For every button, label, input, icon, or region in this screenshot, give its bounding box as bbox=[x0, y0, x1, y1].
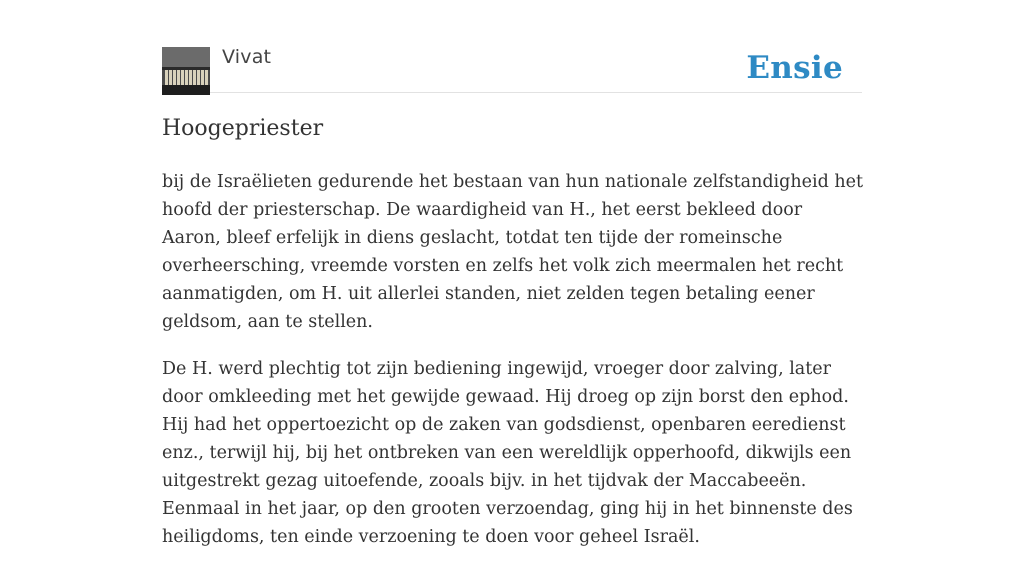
article-paragraph: bij de Israëlieten gedurende het bestaan van hun nationale zelfstandigheid het hoofd der priesterschap. De waardigheid van H., het eerst bekleed door Aaron, bleef erfelijk in diens geslacht, totdat ten tijde der romeinsche overheersching, vreemde vorsten en zelfs het volk zich meermalen het recht aanmatigden, om H. uit allerlei standen, niet zelden tegen betaling eener geldsom, aan te stellen. bbox=[162, 172, 864, 332]
author-avatar[interactable] bbox=[162, 47, 210, 95]
author-name[interactable]: Vivat bbox=[222, 46, 272, 68]
article-body bbox=[162, 168, 866, 570]
article-paragraph: De H. werd plechtig tot zijn bediening ingewijd, vroeger door zalving, later door omkleeding met het gewijde gewaad. Hij droeg op zijn borst den ephod. Hij had het oppertoezicht op de zaken van godsdienst, openbaren eeredienst enz., terwijl hij, bij het ontbreken van een wereldlijk opperhoofd, dikwijls een uitgestrekt gezag uitoefende, zooals bijv. in het tijdvak der Maccabeeën. Eenmaal in het jaar, op den grooten verzoendag, ging hij in het binnenste des heiligdoms, ten einde verzoening te doen voor geheel Israël. bbox=[162, 359, 853, 547]
books-avatar-icon bbox=[162, 47, 210, 95]
header bbox=[162, 46, 862, 93]
brand-logo[interactable]: Ensie bbox=[746, 50, 843, 86]
article-title: Hoogepriester bbox=[162, 116, 324, 141]
